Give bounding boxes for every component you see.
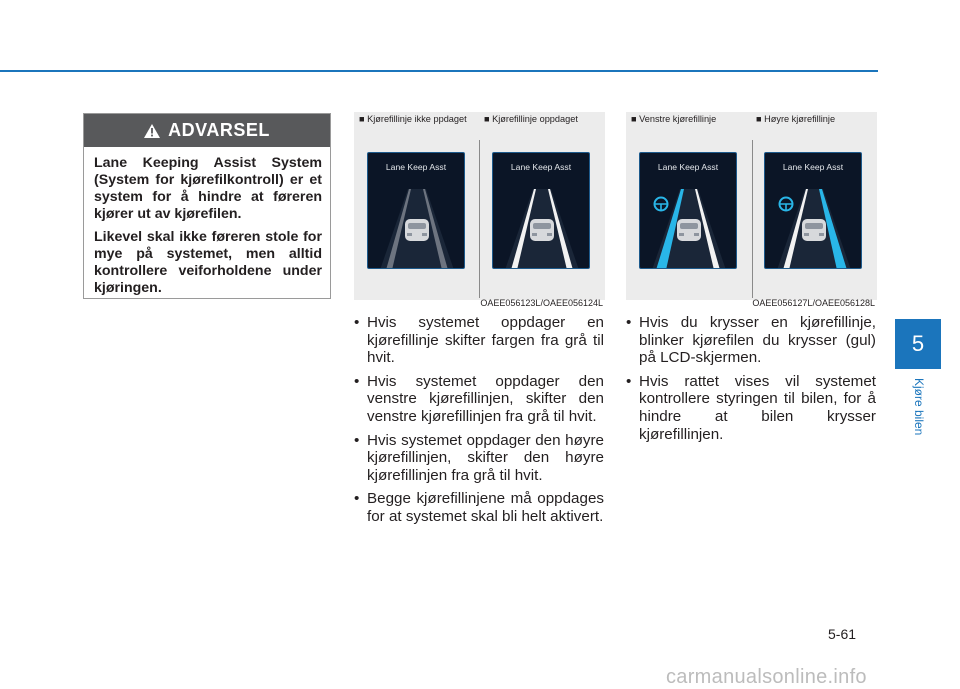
- cluster-screen-detected: [492, 152, 590, 269]
- steering-wheel-icon: [780, 198, 793, 211]
- lane-display-left-active: [640, 153, 737, 269]
- bullet-list-left: [354, 314, 604, 532]
- screen-label: Lane Keep Asst: [510, 162, 572, 172]
- list-item: • Hvis du krysser en kjørefillinje, blinker kjørefilen du krysser (gul) på LCD-skjermen.: [626, 314, 876, 367]
- list-item: • Hvis systemet oppdager den høyre kjørefillinjen, skifter den høyre kjørefillinjen fra grå til hvit.: [354, 432, 604, 485]
- caption-left-lane: ■ Venstre kjørefillinje: [631, 114, 717, 124]
- steering-wheel-icon: [655, 198, 668, 211]
- warning-body: [84, 147, 330, 297]
- list-item: • Begge kjørefillinjene må oppdages for at systemet skal bli helt aktivert.: [354, 490, 604, 525]
- chapter-title: Kjøre bilen: [912, 378, 926, 436]
- cluster-screen-not-detected: [367, 152, 465, 269]
- figure-lane-detection: [354, 112, 605, 308]
- warning-header: [84, 114, 330, 147]
- figure-code: OAEE056127L/OAEE056128L: [752, 298, 875, 308]
- figure-divider: [479, 140, 480, 298]
- screen-label: Lane Keep Asst: [782, 162, 844, 172]
- figure-divider: [752, 140, 753, 298]
- screen-label: Lane Keep Asst: [657, 162, 719, 172]
- cluster-screen-right-lane: [764, 152, 862, 269]
- chapter-number-tab: 5: [895, 319, 941, 369]
- warning-triangle-icon: [144, 124, 160, 138]
- list-item: • Hvis rattet vises vil systemet kontrollere styringen til bilen, for å hindre at bilen krysser kjørefillinjen.: [626, 373, 876, 443]
- warning-box: [83, 113, 331, 299]
- warning-paragraph-1: Lane Keeping Assist System (System for kjørefilkontroll) er et system for å hindre at føreren kjører ut av kjørefilen.: [94, 155, 322, 222]
- lane-display-right-active: [765, 153, 862, 269]
- top-rule: [0, 70, 878, 72]
- caption-right-lane: ■ Høyre kjørefillinje: [756, 114, 836, 124]
- bullet-list-right: [626, 314, 876, 449]
- warning-paragraph-2: Likevel skal ikke føreren stole for mye på systemet, men alltid kontrollere veiforholdene under kjøringen.: [94, 229, 322, 296]
- caption-lane-detected: ■ Kjørefillinje oppdaget: [484, 114, 578, 124]
- warning-title: ADVARSEL: [168, 120, 270, 140]
- figure-code: OAEE056123L/OAEE056124L: [480, 298, 603, 308]
- cluster-screen-left-lane: [639, 152, 737, 269]
- list-item: • Hvis systemet oppdager en kjørefillinje skifter fargen fra grå til hvit.: [354, 314, 604, 367]
- watermark: carmanualsonline.info: [666, 666, 867, 688]
- lane-display-white: [493, 153, 590, 269]
- list-item: • Hvis systemet oppdager den venstre kjørefillinjen, skifter den venstre kjørefillinjen fra grå til hvit.: [354, 373, 604, 426]
- page-number: 5-61: [828, 626, 857, 642]
- lane-display-gray: [368, 153, 465, 269]
- caption-lane-not-detected: ■ Kjørefillinje ikke ppdaget: [359, 114, 467, 124]
- figure-lane-crossing: [626, 112, 877, 308]
- screen-label: Lane Keep Asst: [385, 162, 447, 172]
